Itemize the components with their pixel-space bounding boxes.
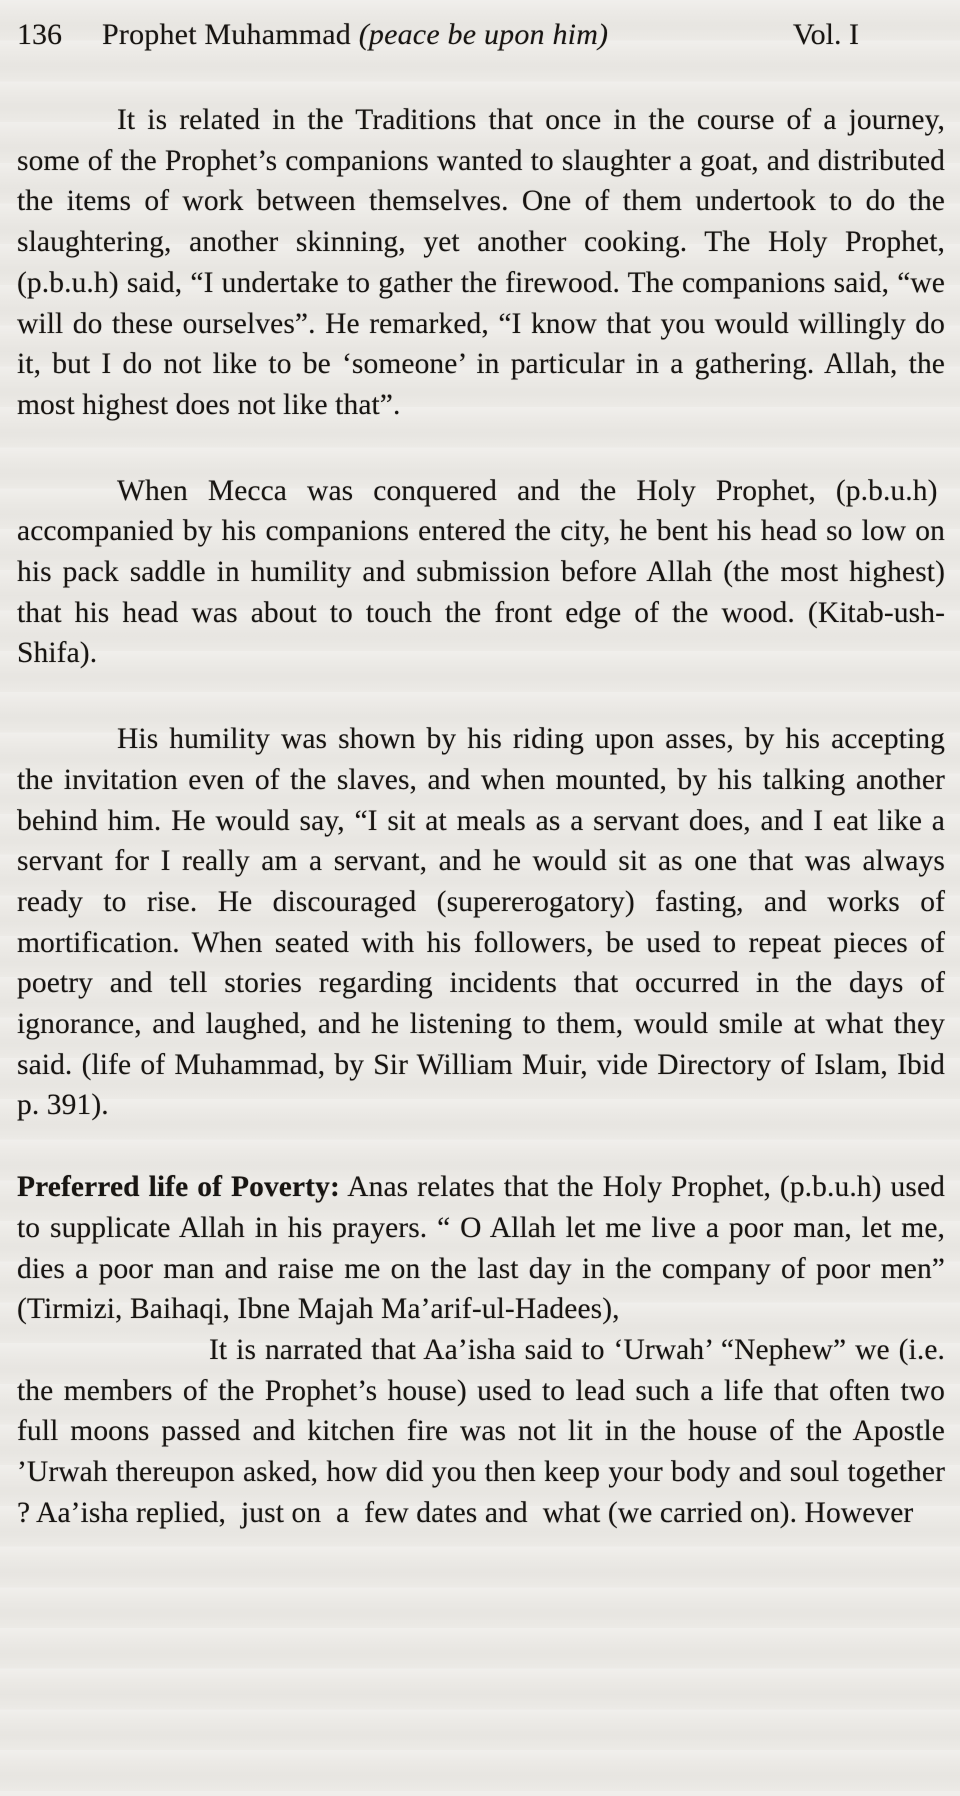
paragraph-preferred-poverty-text: Anas relates that the Holy Prophet, (p.b.u.h) used to supplicate Allah in his prayers. “ O Allah let me live a poor man, let me, dies a poor man and raise me on the last day in the company of poor men” (Tirmizi, Baihaqi, Ibne Majah Ma’arif-ul-Hadees), [17, 1171, 945, 1326]
page-body [17, 100, 945, 1534]
paragraph-mecca-conquered: When Mecca was conquered and the Holy Prophet, (p.b.u.h) accompanied by his companions entered the city, he bent his head so low on his pack saddle in humility and submission before Allah (the most highest) that his head was about to touch the front edge of the wood. (Kitab-ush-Shifa). [17, 474, 945, 670]
paragraph-preferred-poverty [17, 1167, 945, 1330]
page-header [17, 14, 945, 56]
running-title [102, 14, 608, 56]
volume-label: Vol. I [792, 18, 859, 51]
paragraph-lead-bold: Preferred life of Poverty: [17, 1171, 340, 1204]
page-number: 136 [17, 18, 62, 51]
running-title-honorific: (peace be upon him) [358, 18, 609, 51]
paragraph-aaisha-urwah: It is narrated that Aa’isha said to ‘Urwah’ “Nephew” we (i.e. the members of the Prophet’s house) used to lead such a life that often two full moons passed and kitchen fire was not lit in the house of the Apostle ’Urwah thereupon asked, how did you then keep your body and soul together ? Aa’isha replied, just on a few dates and what (we carried on). However [17, 1333, 945, 1529]
running-title-main: Prophet Muhammad [102, 18, 359, 51]
paragraph-traditions-journey: It is related in the Traditions that once in the course of a journey, some of the Prophet’s companions wanted to slaughter a goat, and distributed the items of work between themselves. One of them undertook to do the slaughtering, another skinning, yet another cooking. The Holy Prophet, (p.b.u.h) said, “I undertake to gather the firewood. The companions said, “we will do these ourselves”. He remarked, “I know that you would willingly do it, but I do not like to be ‘someone’ in particular in a gathering. Allah, the most highest does not like that”. [17, 104, 945, 421]
paragraph-humility: His humility was shown by his riding upon asses, by his accepting the invitation even of the slaves, and when mounted, by his talking another behind him. He would say, “I sit at meals as a servant does, and I eat like a servant for I really am a servant, and he would sit as one that was always ready to rise. He discouraged (supererogatory) fasting, and works of mortification. When seated with his followers, be used to repeat pieces of poetry and tell stories regarding incidents that occurred in the days of ignorance, and laughed, and he listening to them, would smile at what they said. (life of Muhammad, by Sir William Muir, vide Directory of Islam, Ibid p. 391). [17, 723, 945, 1122]
